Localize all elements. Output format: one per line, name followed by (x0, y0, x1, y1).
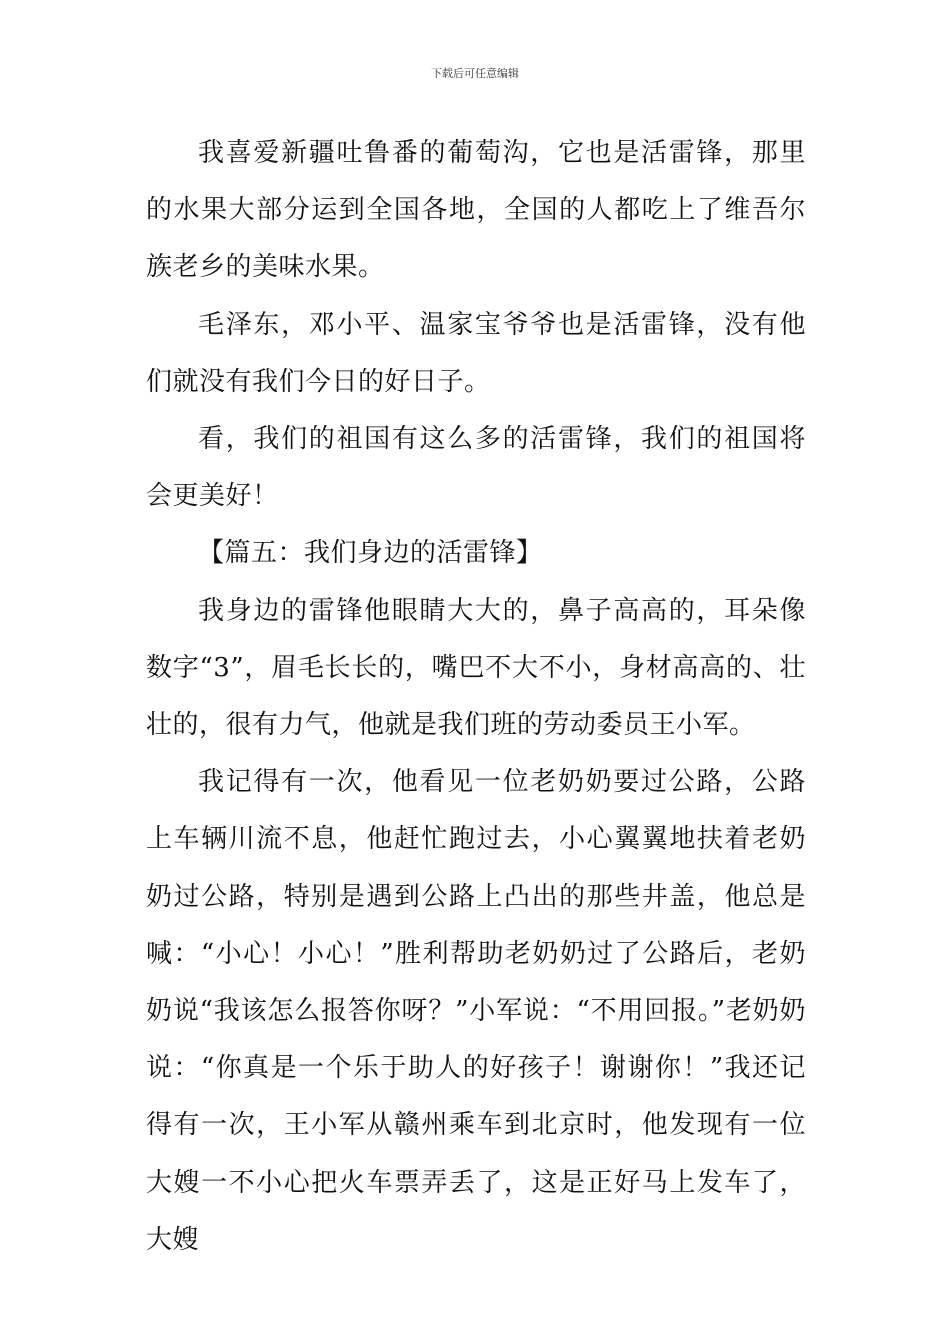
page-header-note: 下载后可任意编辑 (431, 67, 519, 80)
paragraph-story: 我记得有一次，他看见一位老奶奶要过公路，公路上车辆川流不息，他赶忙跑过去，小心翼翼地扶着老奶奶过公路，特别是遇到公路上凸出的那些井盖，他总是喊：“小心！小心！”胜利帮助老奶奶过了公路后，老奶奶说“我该怎么报答你呀？”小军说：“不用回报。”老奶奶说：“你真是一个乐于助人的好孩子！谢谢你！”我还记得有一次，王小军从赣州乘车到北京时，他发现有一位大嫂一不小心把火车票弄丢了，这是正好马上发车了，大嫂 (146, 767, 806, 1255)
paragraph-motherland: 看，我们的祖国有这么多的活雷锋，我们的祖国将会更美好！ (146, 424, 806, 512)
section-heading: 【篇五：我们身边的活雷锋】 (198, 538, 543, 569)
document-body (146, 125, 806, 1269)
paragraph-leaders: 毛泽东，邓小平、温家宝爷爷也是活雷锋，没有他们就没有我们今日的好日子。 (146, 309, 806, 397)
paragraph-grape-valley: 我喜爱新疆吐鲁番的葡萄沟，它也是活雷锋，那里的水果大部分运到全国各地，全国的人都吃上了维吾尔族老乡的美味水果。 (146, 138, 806, 283)
paragraph-description: 我身边的雷锋他眼睛大大的，鼻子高高的，耳朵像数字“3”，眉毛长长的，嘴巴不大不小，身材高高的、壮壮的，很有力气，他就是我们班的劳动委员王小军。 (146, 595, 806, 741)
